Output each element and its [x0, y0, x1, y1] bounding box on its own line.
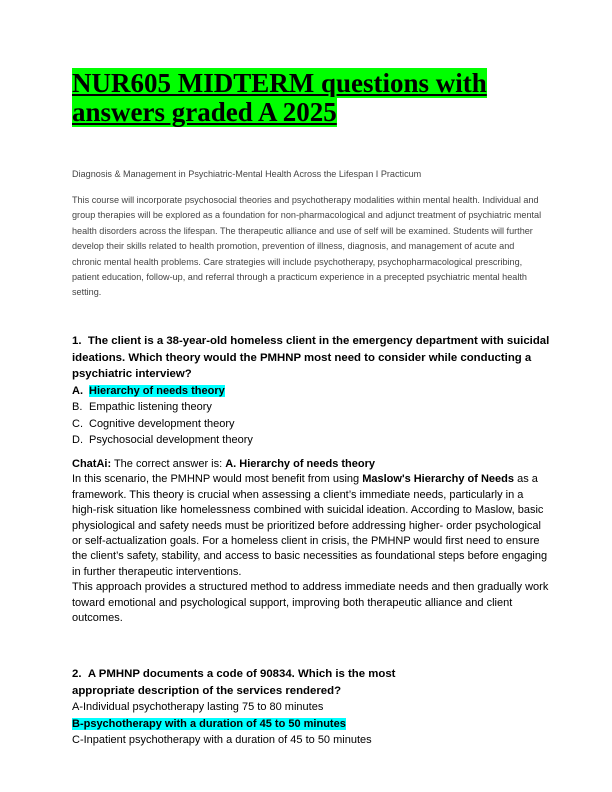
question-2-stem: 2. A PMHNP documents a code of 90834. Which is the most appropriate description of the services rendered?: [72, 668, 396, 697]
option-a: A-Individual psychotherapy lasting 75 to 80 minutes: [72, 701, 324, 713]
correct-answer-highlight: Hierarchy of needs theory: [89, 384, 225, 397]
question-1-explanation: [72, 457, 550, 626]
question-2-number: 2.: [72, 668, 82, 680]
correct-answer-highlight: B-psychotherapy with a duration of 45 to 50 minutes: [72, 717, 346, 730]
option-b: [72, 716, 552, 733]
option-b: B. Empathic listening theory: [72, 401, 212, 413]
option-d: D. Psychosocial development theory: [72, 434, 253, 446]
explanation-paragraph-2: This approach provides a structured method to address immediate needs and then gradually work toward emotional and psychological support, improving both therapeutic alliance and client outcomes.: [72, 581, 549, 625]
option-a: A. Hierarchy of needs theory: [72, 384, 225, 397]
option-c: C-Inpatient psychotherapy with a duration of 45 to 50 minutes: [72, 734, 372, 746]
explanation-paragraph-1: In this scenario, the PMHNP would most benefit from using Maslow's Hierarchy of Needs as a framework. This theory is crucial when assessing a client’s immediate needs, particularly in a high-risk situation like homelessness combined with suicidal ideation. According to Maslow, basic physiological and safety needs must be prioritized before addressing higher- order psychological or self-actualization goals. For a homeless client in crisis, the PMHNP would first need to ensure the client’s safety, stability, and access to basic necessities as foundational steps before engaging in further therapeutic interventions.: [72, 473, 548, 578]
course-title: Diagnosis & Management in Psychiatric-Mental Health Across the Lifespan I Practicum: [72, 169, 422, 179]
question-2-options: [72, 699, 552, 749]
course-description: This course will incorporate psychosocial theories and psychotherapy modalities within mental health. Individual and group therapies will be explored as a foundation for non-pharmacological and adjunct treatment of psychiatric mental health disorders across the lifespan. The therapeutic alliance and use of self will be examined. Students will further develop their skills related to health promotion, prevention of illness, diagnosis, and management of acute and chronic mental health problems. Care strategies will include psychotherapy, psychopharmacological prescribing, patient education, follow-up, and referral through a practicum experience in a precepted psychiatric mental health setting.: [72, 195, 542, 298]
question-1: [72, 333, 552, 449]
question-1-options: [72, 383, 552, 449]
question-2: [72, 666, 552, 749]
document-title-text: NUR605 MIDTERM questions with answers graded A 2025: [72, 68, 487, 127]
question-1-text: The client is a 38-year-old homeless client in the emergency department with suicidal ideations. Which theory would the PMHNP most need to consider while conducting a psychiatric interview?: [72, 335, 550, 380]
document-title: [72, 69, 552, 127]
explanation-heading: ChatAi: The correct answer is: A. Hierarchy of needs theory: [72, 458, 376, 470]
question-1-stem: [72, 333, 552, 383]
question-1-number: 1.: [72, 335, 82, 347]
option-c: C. Cognitive development theory: [72, 417, 235, 430]
